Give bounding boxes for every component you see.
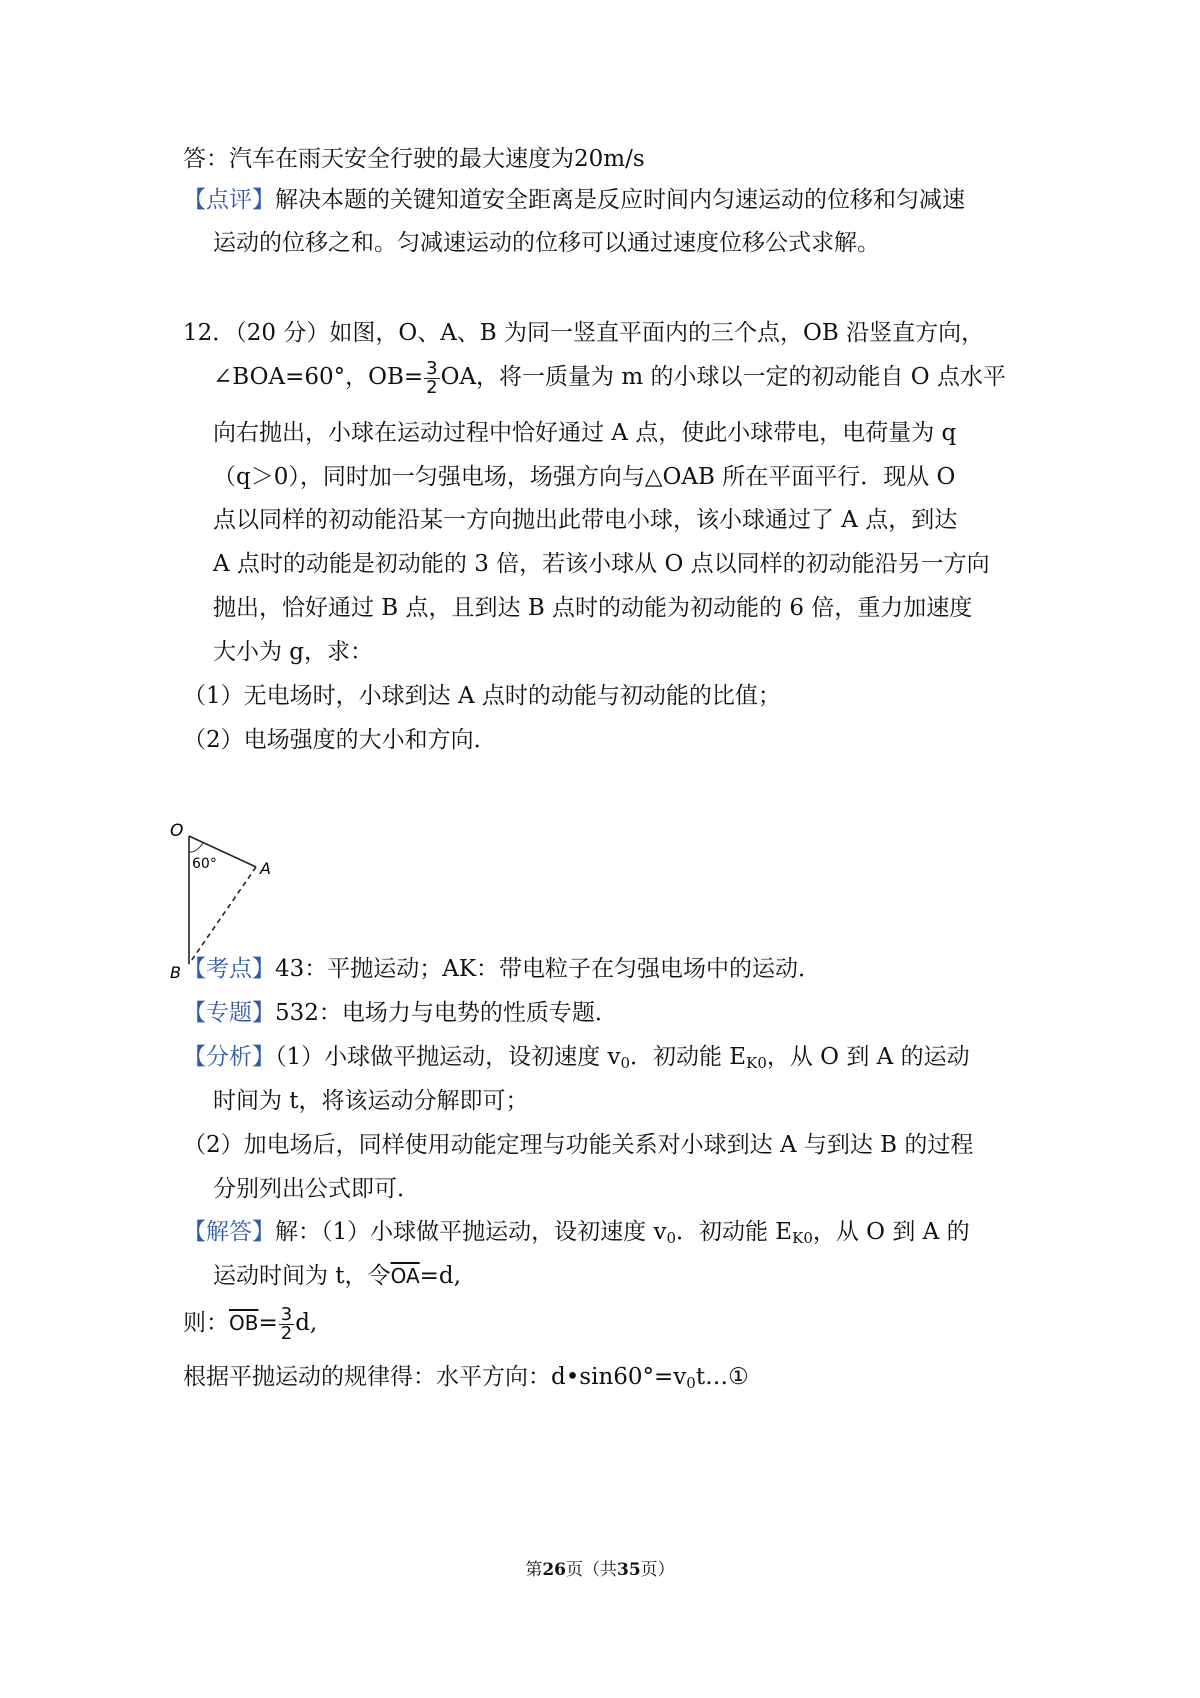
question-line3: 向右抛出，小球在运动过程中恰好通过 A 点，使此小球带电，电荷量为 q — [213, 420, 957, 446]
question-line2-pre: ∠BOA=60°，OB= — [213, 364, 424, 390]
jieda-line3-post: d, — [295, 1310, 318, 1336]
jieda-line1 — [183, 1209, 970, 1256]
fenxi-line2: 时间为 t，将该运动分解即可； — [213, 1088, 529, 1114]
segment-oa: $\overline{OA}$ — [390, 1264, 420, 1288]
subscript-k0: K0 — [792, 1229, 813, 1247]
jieda-line1-pre: 解：（1）小球做平抛运动，设初速度 v — [275, 1219, 667, 1245]
zhuanti-tag: 【专题】 — [183, 1000, 275, 1026]
fraction-denominator: 2 — [280, 1322, 293, 1344]
footer-pre: 第 — [525, 1560, 543, 1580]
fraction-three-halves — [424, 357, 439, 398]
jieda-line3-pre: 则： — [183, 1310, 229, 1336]
jieda-line2 — [213, 1253, 461, 1300]
jieda-line4-post: t…① — [695, 1364, 749, 1390]
question-line2-post: OA，将一质量为 m 的小球以一定的初动能自 O 点水平 — [440, 364, 1006, 390]
footer-mid: 页（共 — [566, 1560, 617, 1580]
question-line2 — [213, 354, 1006, 401]
footer-page-number: 26 — [542, 1560, 566, 1580]
label-b: B — [170, 963, 181, 982]
fenxi-line3: （2）加电场后，同样使用动能定理与功能关系对小球到达 A 与到达 B 的过程 — [183, 1132, 974, 1158]
label-a: A — [260, 859, 271, 878]
review-line1 — [183, 177, 965, 224]
jieda-line4 — [183, 1354, 749, 1401]
angle-arc — [189, 843, 203, 852]
subscript-0: 0 — [666, 1229, 676, 1247]
fenxi-line1-post: ，从 O 到 A 的运动 — [766, 1044, 970, 1070]
fenxi-line1 — [183, 1034, 970, 1081]
footer-post: 页） — [640, 1560, 675, 1580]
page-footer — [0, 1555, 1200, 1585]
subscript-k0: K0 — [746, 1054, 767, 1072]
kaodian-line — [183, 946, 821, 993]
question-part1: （1）无电场时，小球到达 A 点时的动能与初动能的比值； — [183, 683, 781, 709]
jieda-line2-pre: 运动时间为 t，令 — [213, 1263, 391, 1289]
question-part2: （2）电场强度的大小和方向． — [183, 727, 497, 753]
review-line2: 运动的位移之和。匀减速运动的位移可以通过速度位移公式求解。 — [213, 230, 880, 256]
answer-line: 答：汽车在雨天安全行驶的最大速度为20m/s — [183, 146, 645, 172]
zhuanti-text: 532：电场力与电势的性质专题． — [275, 1000, 618, 1026]
jieda-line2-post: =d, — [419, 1263, 461, 1289]
fraction-denominator: 2 — [426, 376, 438, 398]
jieda-line1-post: ，从 O 到 A 的 — [812, 1219, 970, 1245]
question-line6: A 点时的动能是初动能的 3 倍，若该小球从 O 点以同样的初动能沿另一方向 — [213, 551, 990, 577]
fenxi-line1-pre: （1）小球做平抛运动，设初速度 v — [275, 1044, 621, 1070]
jieda-line4-pre: 根据平抛运动的规律得：水平方向：d•sin60°=v — [183, 1364, 687, 1390]
fenxi-tag: 【分析】 — [183, 1044, 275, 1070]
subscript-0: 0 — [686, 1374, 696, 1392]
zhuanti-line — [183, 990, 618, 1037]
fraction-numerator: 3 — [280, 1303, 293, 1325]
segment-ob: $\overline{OB}$ — [229, 1311, 259, 1335]
jieda-line3 — [183, 1300, 317, 1347]
jieda-tag: 【解答】 — [183, 1219, 275, 1245]
angle-label: 60° — [192, 856, 217, 872]
fraction-numerator: 3 — [426, 357, 438, 379]
question-line8: 大小为 g，求： — [213, 639, 374, 665]
subscript-0: 0 — [620, 1054, 630, 1072]
fenxi-line4: 分别列出公式即可． — [213, 1176, 420, 1202]
fraction-three-halves — [279, 1303, 294, 1344]
kaodian-text: 43：平抛运动；AK：带电粒子在匀强电场中的运动． — [275, 956, 822, 982]
kaodian-tag: 【考点】 — [183, 956, 275, 982]
question-line1: 12．（20 分）如图，O、A、B 为同一竖直平面内的三个点，OB 沿竖直方向， — [183, 320, 985, 346]
question-line4: （q＞0），同时加一匀强电场，场强方向与△OAB 所在平面平行．现从 O — [213, 464, 956, 490]
equals-sign: = — [258, 1310, 278, 1336]
review-text-1: 解决本题的关键知道安全距离是反应时间内匀速运动的位移和匀减速 — [275, 187, 965, 213]
question-line5: 点以同样的初动能沿某一方向抛出此带电小球，该小球通过了 A 点，到达 — [213, 507, 958, 533]
label-o: O — [170, 821, 184, 841]
footer-total-pages: 35 — [617, 1560, 641, 1580]
review-tag: 【点评】 — [183, 187, 275, 213]
question-line7: 抛出，恰好通过 B 点，且到达 B 点时的动能为初动能的 6 倍，重力加速度 — [213, 595, 973, 621]
fenxi-line1-mid: ．初动能 E — [630, 1044, 747, 1070]
jieda-line1-mid: ．初动能 E — [676, 1219, 793, 1245]
